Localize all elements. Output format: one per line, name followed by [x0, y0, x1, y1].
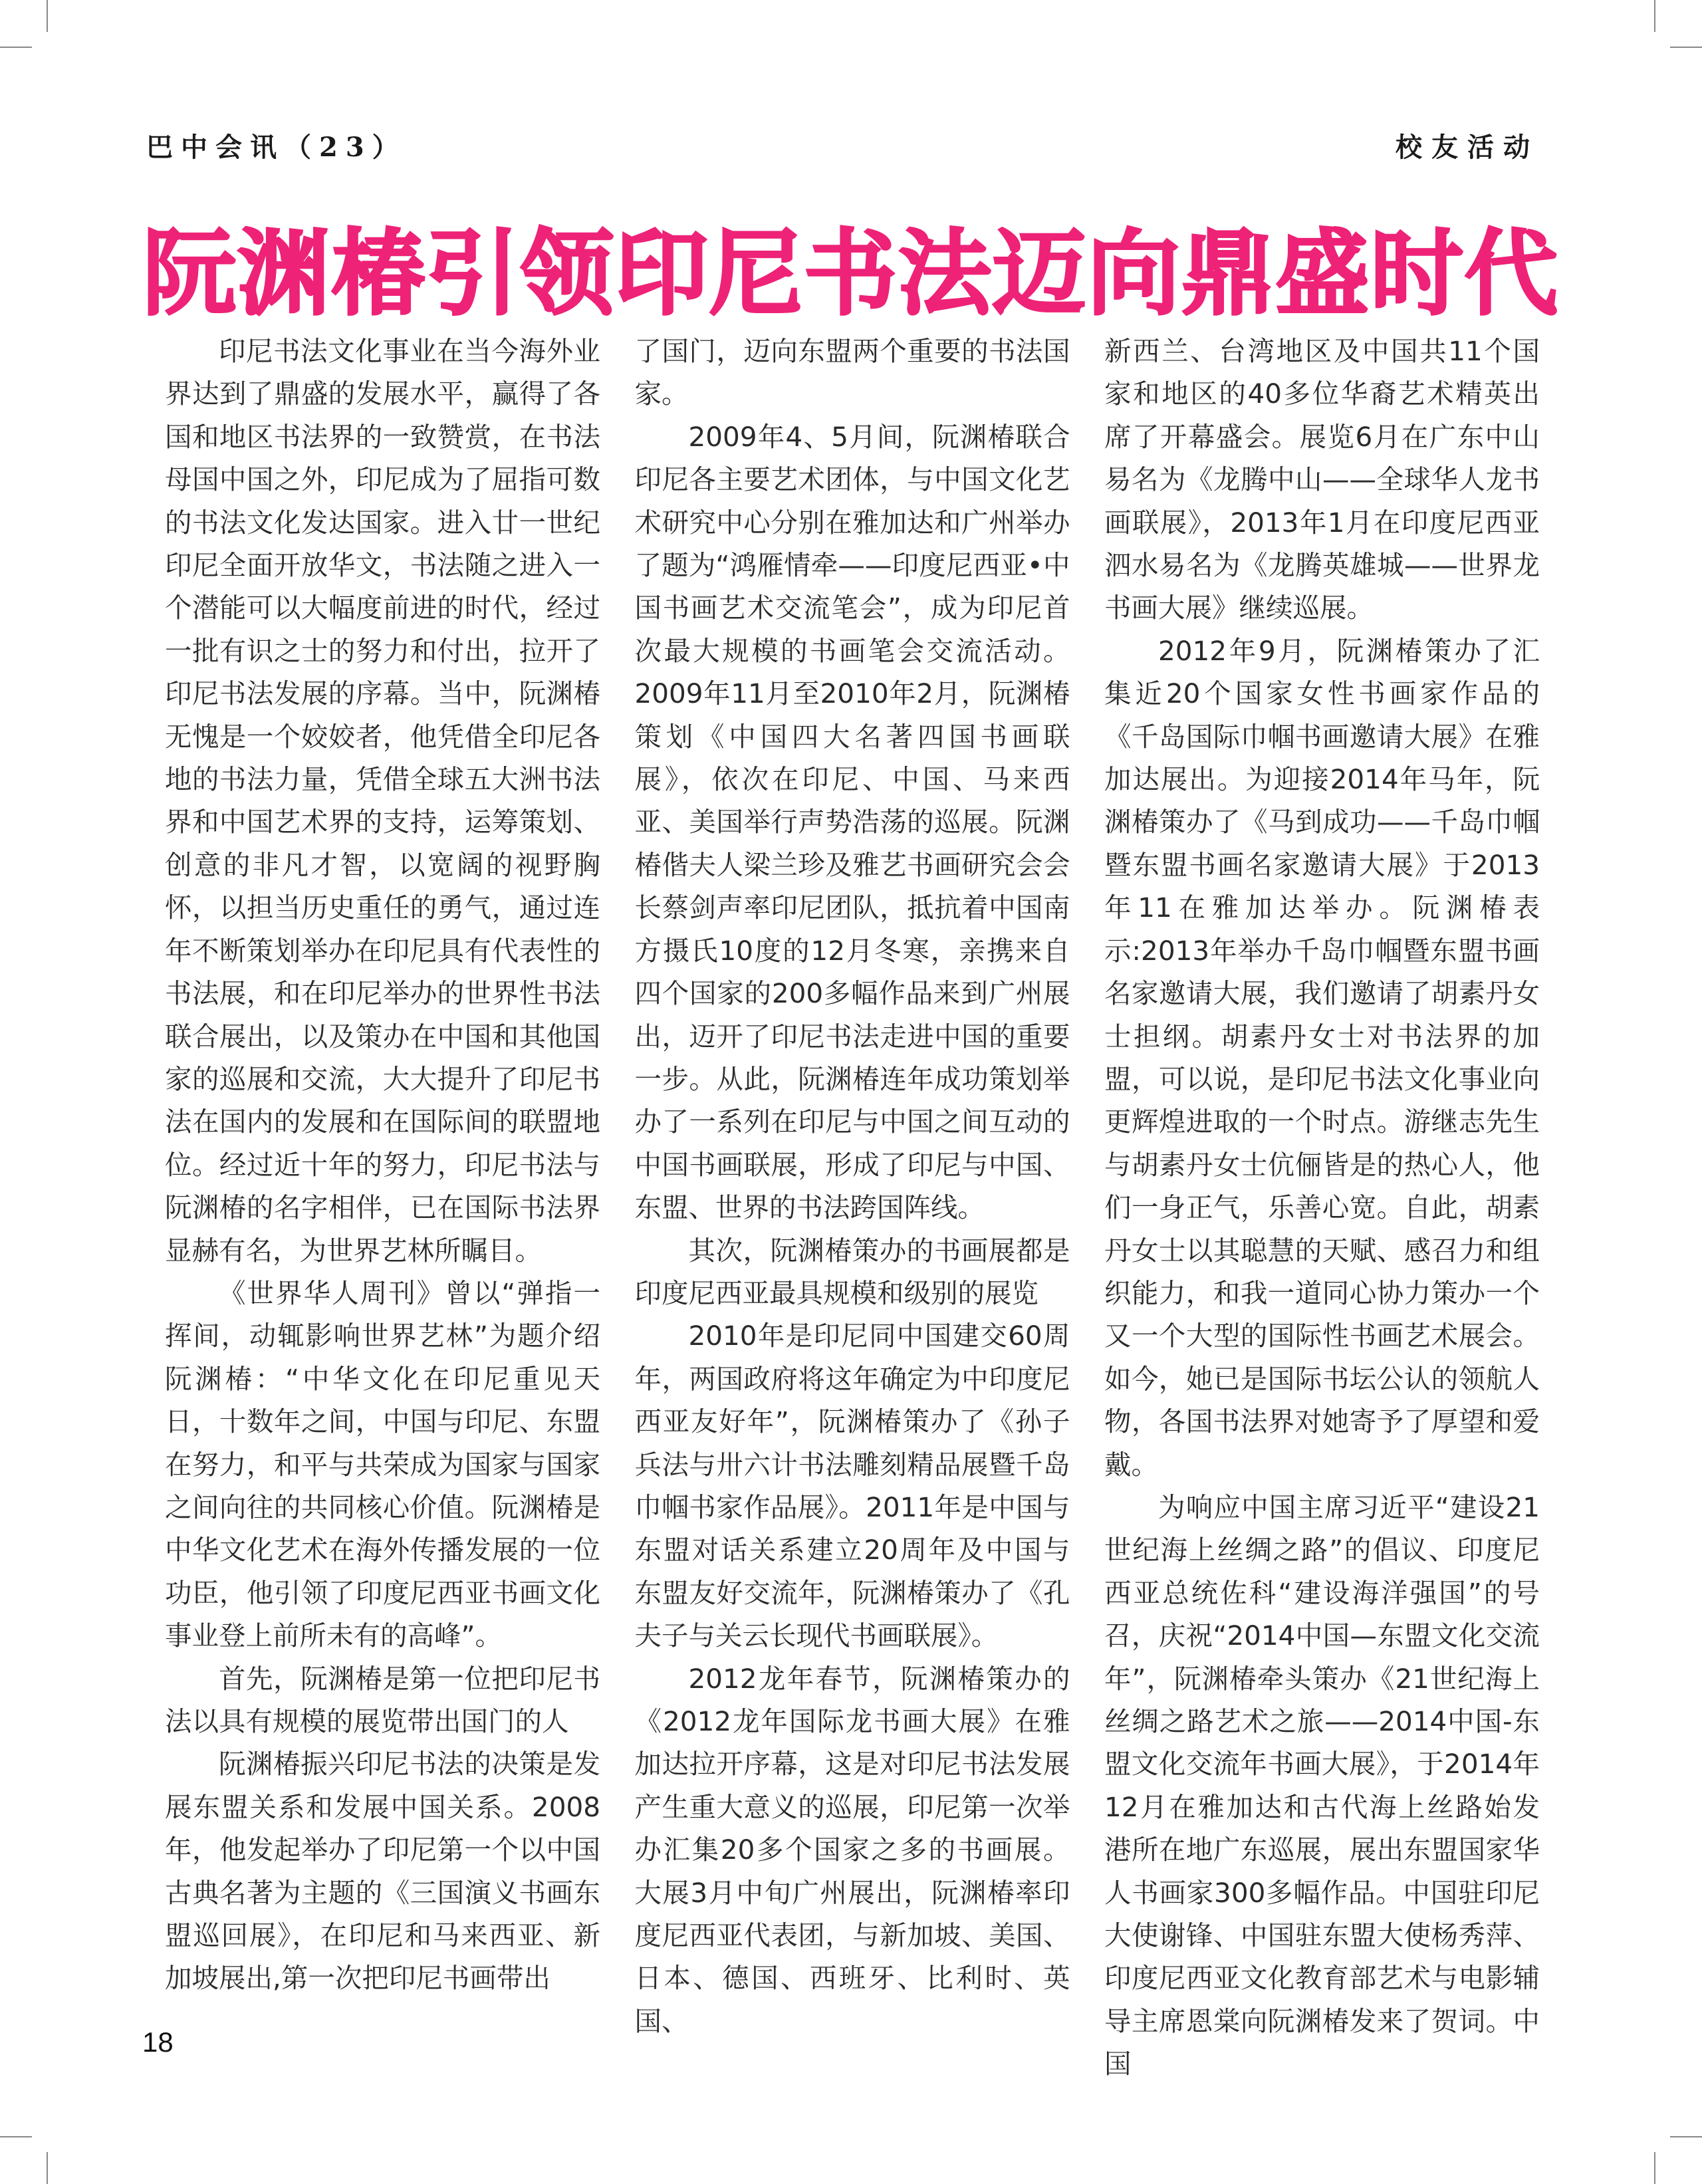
article-title: 阮渊椿引领印尼书法迈向鼎盛时代	[142, 220, 1559, 328]
crop-mark-top-left-h	[0, 47, 32, 48]
crop-mark-bottom-left-v	[47, 2152, 48, 2184]
crop-mark-top-right-h	[1670, 47, 1702, 48]
paragraph: 2009年4、5月间，阮渊椿联合印尼各主要艺术团体，与中国文化艺术研究中心分别在雅加达和广州举办了题为“鸿雁情牵——印度尼西亚•中国书画艺术交流笔会”，成为印尼首次最大规模的书画笔会交流活动。2009年11月至2010年2月，阮渊椿策划《中国四大名著四国书画联展》，依次在印尼、中国、马来西亚、美国举行声势浩荡的巡展。阮渊椿偕夫人梁兰珍及雅艺书画研究会会长蔡剑声率印尼团队，抵抗着中国南方摄氏10度的12月冬寒，亲携来自四个国家的200多幅作品来到广州展出，迈开了印尼书法走进中国的重要一步。从此，阮渊椿连年成功策划举办了一系列在印尼与中国之间互动的中国书画联展，形成了印尼与中国、东盟、世界的书法跨国阵线。	[634, 420, 1070, 1224]
paragraph-subheading: 其次，阮渊椿策办的书画展都是印度尼西亚最具规模和级别的展览	[634, 1234, 1070, 1309]
column-1	[165, 330, 600, 2018]
paragraph: 2012年9月，阮渊椿策办了汇集近20个国家女性书画家作品的《千岛国际巾帼书画邀请大展》在雅加达展出。为迎接2014年马年，阮渊椿策办了《马到成功——千岛巾帼暨东盟书画名家邀请大展》于2013年11在雅加达举办。阮渊椿表示:2013年举办千岛巾帼暨东盟书画名家邀请大展，我们邀请了胡素丹女士担纲。胡素丹女士对书法界的加盟，可以说，是印尼书法文化事业向更辉煌进取的一个时点。游继志先生与胡素丹女士伉俪皆是的热心人，他们一身正气，乐善心宽。自此，胡素丹女士以其聪慧的天赋、感召力和组织能力，和我一道同心协力策办一个又一个大型的国际性书画艺术展会。如今，她已是国际书坛公认的领航人物，各国书法界对她寄予了厚望和爱戴。	[1104, 634, 1540, 1481]
crop-mark-bottom-right-v	[1654, 2152, 1655, 2184]
paragraph: 为响应中国主席习近平“建设21世纪海上丝绸之路”的倡议、印度尼西亚总统佐科“建设海洋强国”的号召，庆祝“2014中国—东盟文化交流年”，阮渊椿牵头策办《21世纪海上丝绸之路艺术之旅——2014中国-东盟文化交流年书画大展》，于2014年12月在雅加达和古代海上丝路始发港所在地广东巡展，展出东盟国家华人书画家300多幅作品。中国驻印尼大使谢锋、中国驻东盟大使杨秀萍、印度尼西亚文化教育部艺术与电影辅导主席恩棠向阮渊椿发来了贺词。中国	[1104, 1491, 1540, 2080]
page-number: 18	[142, 2026, 174, 2058]
running-header-publication: 巴中会讯（23）	[146, 132, 407, 163]
crop-mark-bottom-left-h	[0, 2136, 32, 2137]
paragraph: 2010年是印尼同中国建交60周年，两国政府将这年确定为中印度尼西亚友好年”，阮渊椿策办了《孙子兵法与卅六计书法雕刻精品展暨千岛巾帼书家作品展》。2011年是中国与东盟对话关系建立20周年及中国与东盟友好交流年，阮渊椿策办了《孔夫子与关云长现代书画联展》。	[634, 1320, 1070, 1652]
paragraph-subheading: 首先，阮渊椿是第一位把印尼书法以具有规模的展览带出国门的人	[165, 1662, 600, 1737]
crop-mark-bottom-right-h	[1670, 2136, 1702, 2137]
paragraph: 新西兰、台湾地区及中国共11个国家和地区的40多位华裔艺术精英出席了开幕盛会。展览6月在广东中山易名为《龙腾中山——全球华人龙书画联展》，2013年1月在印度尼西亚泗水易名为《龙腾英雄城——世界龙书画大展》继续巡展。	[1104, 335, 1540, 624]
crop-mark-top-left-v	[47, 0, 48, 32]
paragraph: 印尼书法文化事业在当今海外业界达到了鼎盛的发展水平，赢得了各国和地区书法界的一致赞赏，在书法母国中国之外，印尼成为了屈指可数的书法文化发达国家。进入廿一世纪印尼全面开放华文，书法随之进入一个潜能可以大幅度前进的时代，经过一批有识之士的努力和付出，拉开了印尼书法发展的序幕。当中，阮渊椿无愧是一个姣姣者，他凭借全印尼各地的书法力量，凭借全球五大洲书法界和中国艺术界的支持，运筹策划、创意的非凡才智，以宽阔的视野胸怀，以担当历史重任的勇气，通过连年不断策划举办在印尼具有代表性的书法展，和在印尼举办的世界性书法联合展出，以及策办在中国和其他国家的巡展和交流，大大提升了印尼书法在国内的发展和在国际间的联盟地位。经过近十年的努力，印尼书法与阮渊椿的名字相伴，已在国际书法界显赫有名，为世界艺林所瞩目。	[165, 335, 600, 1267]
column-2	[634, 330, 1070, 2037]
crop-mark-top-right-v	[1654, 0, 1655, 32]
column-3	[1104, 330, 1540, 2080]
paragraph: 阮渊椿振兴印尼书法的决策是发展东盟关系和发展中国关系。2008年，他发起举办了印尼第一个以中国古典名著为主题的《三国演义书画东盟巡回展》，在印尼和马来西亚、新加坡展出,第一次把印尼书画带出	[165, 1748, 600, 1995]
article-body	[165, 330, 1540, 2080]
running-header-section: 校友活动	[1396, 132, 1539, 163]
paragraph: 《世界华人周刊》曾以“弹指一挥间，动辄影响世界艺林”为题介绍阮渊椿：“中华文化在印尼重见天日，十数年之间，中国与印尼、东盟在努力，和平与共荣成为国家与国家之间向往的共同核心价值。阮渊椿是中华文化艺术在海外传播发展的一位功臣，他引领了印度尼西亚书画文化事业登上前所未有的高峰”。	[165, 1276, 600, 1652]
paragraph: 了国门，迈向东盟两个重要的书法国家。	[634, 335, 1070, 410]
paragraph: 2012龙年春节，阮渊椿策办的《2012龙年国际龙书画大展》在雅加达拉开序幕，这是对印尼书法发展产生重大意义的巡展，印尼第一次举办汇集20多个国家之多的书画展。大展3月中旬广州展出，阮渊椿率印度尼西亚代表团，与新加坡、美国、日本、德国、西班牙、比利时、英国、	[634, 1662, 1070, 2037]
